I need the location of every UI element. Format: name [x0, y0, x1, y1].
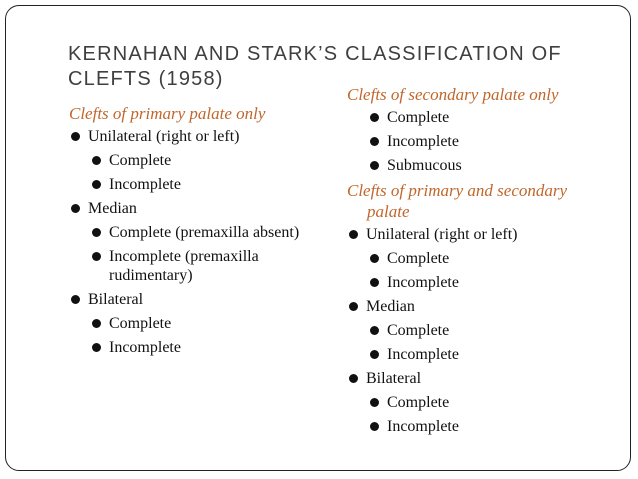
list-item: Incomplete — [347, 132, 597, 151]
list-item: Bilateral — [347, 369, 597, 388]
bullet-icon — [349, 374, 358, 383]
slide-title: KERNAHAN AND STARK’S CLASSIFICATION OF CLEFTS (1958) — [68, 43, 562, 90]
list-item: Incomplete — [347, 345, 597, 364]
right-column — [347, 84, 597, 441]
list-item: Complete (premaxilla absent) — [69, 223, 329, 242]
list-item: Bilateral — [69, 290, 329, 309]
bullet-icon — [92, 319, 101, 328]
bullet-icon — [71, 132, 80, 141]
list-item: Complete — [347, 108, 597, 127]
bullet-icon — [370, 161, 379, 170]
bullet-icon — [370, 278, 379, 287]
list-item: Incomplete — [69, 175, 329, 194]
bullet-icon — [92, 156, 101, 165]
list-item: Complete — [69, 151, 329, 170]
bullet-icon — [71, 204, 80, 213]
bullet-icon — [349, 230, 358, 239]
list-item: Unilateral (right or left) — [69, 127, 329, 146]
bullet-icon — [370, 350, 379, 359]
bullet-icon — [370, 326, 379, 335]
list-item: Incomplete (premaxilla rudimentary) — [69, 247, 329, 285]
bullet-icon — [370, 254, 379, 263]
list-item: Incomplete — [347, 417, 597, 436]
bullet-icon — [370, 113, 379, 122]
bullet-icon — [349, 302, 358, 311]
list-item: Submucous — [347, 156, 597, 175]
primary-palate-heading: Clefts of primary palate only — [69, 104, 266, 123]
bullet-icon — [370, 137, 379, 146]
bullet-icon — [92, 252, 101, 261]
bullet-icon — [92, 343, 101, 352]
list-item: Median — [347, 297, 597, 316]
list-item: Complete — [69, 314, 329, 333]
list-item: Incomplete — [347, 273, 597, 292]
list-item: Complete — [347, 249, 597, 268]
list-item: Complete — [347, 321, 597, 340]
bullet-icon — [92, 180, 101, 189]
left-column — [69, 103, 329, 362]
secondary-palate-heading: Clefts of secondary palate only — [347, 85, 559, 104]
list-item: Incomplete — [69, 338, 329, 357]
list-item: Median — [69, 199, 329, 218]
bullet-icon — [92, 228, 101, 237]
list-item: Unilateral (right or left) — [347, 225, 597, 244]
bullet-icon — [71, 295, 80, 304]
primary-secondary-heading: Clefts of primary and secondary palate — [347, 181, 568, 221]
list-item: Complete — [347, 393, 597, 412]
bullet-icon — [370, 398, 379, 407]
bullet-icon — [370, 422, 379, 431]
